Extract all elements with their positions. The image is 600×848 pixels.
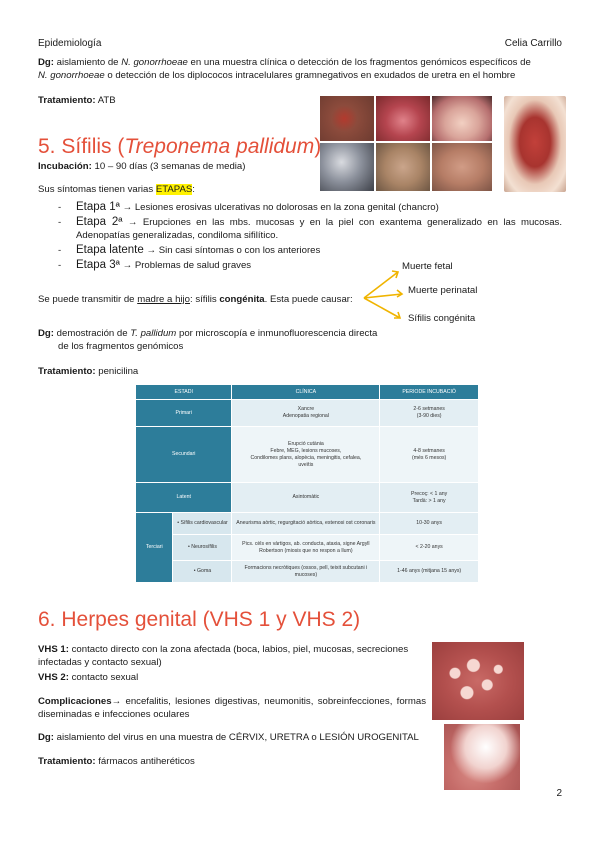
herpes-complicaciones: Complicaciones→ encefalitis, lesiones digestivas, neumonitis, sobreinfecciones, formas diseminadas e infecciones oculares	[38, 696, 426, 720]
substage-cell: • Goma	[173, 561, 232, 583]
period-cell: 2-6 setmanes (3-90 dies)	[380, 400, 479, 427]
stage-cell: Latent	[136, 483, 232, 513]
photo-herpes-lesion	[444, 724, 520, 790]
clinic-cell: Asintomàtic	[232, 483, 380, 513]
table-row	[136, 513, 479, 535]
outcome-muerte-fetal: Muerte fetal	[402, 261, 453, 272]
photo-torso-rash	[432, 143, 492, 191]
stage-item: - Etapa latente → Sin casi síntomas o con los anteriores	[58, 244, 321, 256]
sifilis-incubacion: Incubación: 10 – 90 días (3 semanas de media)	[38, 161, 246, 172]
table-row	[136, 427, 479, 483]
period-cell: < 2-20 anys	[380, 535, 479, 561]
herpes-vhs1: VHS 1: contacto directo con la zona afectada (boca, labios, piel, mucosas, secreciones infectadas y contacto sexual)	[38, 644, 409, 668]
substage-cell: • Sífilis cardiovascular	[173, 513, 232, 535]
outcome-sifilis-congenita: Sífilis congénita	[408, 313, 476, 324]
table-row	[136, 561, 479, 583]
stage-item: - Etapa 3ª → Problemas de salud graves	[58, 259, 252, 271]
photo-oral-lesion	[376, 96, 430, 141]
sifilis-transmision: Se puede transmitir de madre a hijo: sífilis congénita. Esta puede causar:	[38, 294, 353, 305]
herpes-tratamiento: Tratamiento: fármacos antiheréticos	[38, 756, 195, 767]
gonorrea-tratamiento: Tratamiento: ATB	[38, 95, 116, 106]
table-row	[136, 400, 479, 427]
sifilis-title: 5. Sífilis (Treponema pallidum)	[38, 135, 322, 158]
stage-item: - Etapa 1ª → Lesiones erosivas ulcerativas no dolorosas en la zona genital (chancro)	[58, 201, 439, 213]
sifilis-dg: Dg: demostración de T. pallidum por microscopía e inmunofluorescencia directa	[38, 328, 378, 339]
photo-skin-macule	[320, 143, 374, 191]
herpes-vhs2: VHS 2: contacto sexual	[38, 672, 139, 683]
stage-list	[58, 201, 562, 272]
arrow-to-fetal	[364, 272, 398, 298]
sifilis-intro: Sus síntomas tienen varias ETAPAS:	[38, 184, 195, 195]
arrow-to-congenita	[364, 298, 400, 318]
page-number: 2	[556, 788, 562, 799]
col-header-clinica: CLÍNICA	[232, 385, 380, 400]
sifilis-dg-cont: de los fragmentos genómicos	[58, 341, 184, 352]
photo-chancre	[320, 96, 374, 141]
outcome-muerte-perinatal: Muerte perinatal	[408, 285, 478, 296]
period-cell: 10-30 anys	[380, 513, 479, 535]
stage-cell: Terciari	[136, 513, 173, 583]
table-header-row	[136, 385, 479, 400]
substage-cell: • Neurosífilis	[173, 535, 232, 561]
period-cell: 4-8 setmanes (més 6 mesos)	[380, 427, 479, 483]
clinic-cell: Pics. cèls en vàrtigos, ab. conducta, ataxia, signe Argyll Robertson (miosis que no respon a llum)	[232, 535, 380, 561]
table-row	[136, 483, 479, 513]
herpes-dg: Dg: aislamiento del virus en una muestra de CÉRVIX, URETRA o LESIÓN UROGENITAL	[38, 732, 419, 743]
clinic-cell: Aneurisma aòrtic, regurgitació aòrtica, estenosi ost coronaris	[232, 513, 380, 535]
photo-palm-rash	[376, 143, 430, 191]
syphilis-stages-table	[135, 384, 479, 583]
col-header-estadi: ESTADI	[136, 385, 232, 400]
herpes-title: 6. Herpes genital (VHS 1 y VHS 2)	[38, 608, 361, 631]
stage-cell: Secundari	[136, 427, 232, 483]
header-author: Celia Carrillo	[504, 38, 562, 49]
stage-item: - Etapa 2ª → Erupciones en las mbs. mucosas y en la piel con exantema generalizado en las mucosas. Adenopatías generalizadas, condiloma sifilítico.	[58, 216, 563, 241]
clinic-cell: Formacions necròtiques (ossos, pell, teixit subcutani i mucoses)	[232, 561, 380, 583]
photo-herpes-vesicles	[432, 642, 524, 720]
photo-tongue	[432, 96, 492, 141]
etapas-highlight: ETAPAS	[155, 184, 193, 195]
sifilis-tratamiento: Tratamiento: penicilina	[38, 366, 139, 377]
photo-gumma	[504, 96, 566, 192]
period-cell: 1-46 anys (mitjana 15 anys)	[380, 561, 479, 583]
header-subject: Epidemiología	[38, 38, 102, 49]
gonorrea-dg: Dg: aislamiento de N. gonorrhoeae en una muestra clínica o detección de los fragmentos genómicos específicos de N. gonorrhoeae o detección de los diplococos intracelulares gramnegativos en exudados de uretra en el hombre	[38, 57, 531, 81]
period-cell: Precoç: < 1 any Tardà: > 1 any	[380, 483, 479, 513]
col-header-periode: PERIODE INCUBACIÓ	[380, 385, 479, 400]
table-row	[136, 535, 479, 561]
clinic-cell: Xancre Adenopatia regional	[232, 400, 380, 427]
clinic-cell: Erupció cutània Febre, MEG, lesions mucoses, Condilomes plans, alopècia, meningitis, cefalea, uveïtis	[232, 427, 380, 483]
stage-cell: Primari	[136, 400, 232, 427]
